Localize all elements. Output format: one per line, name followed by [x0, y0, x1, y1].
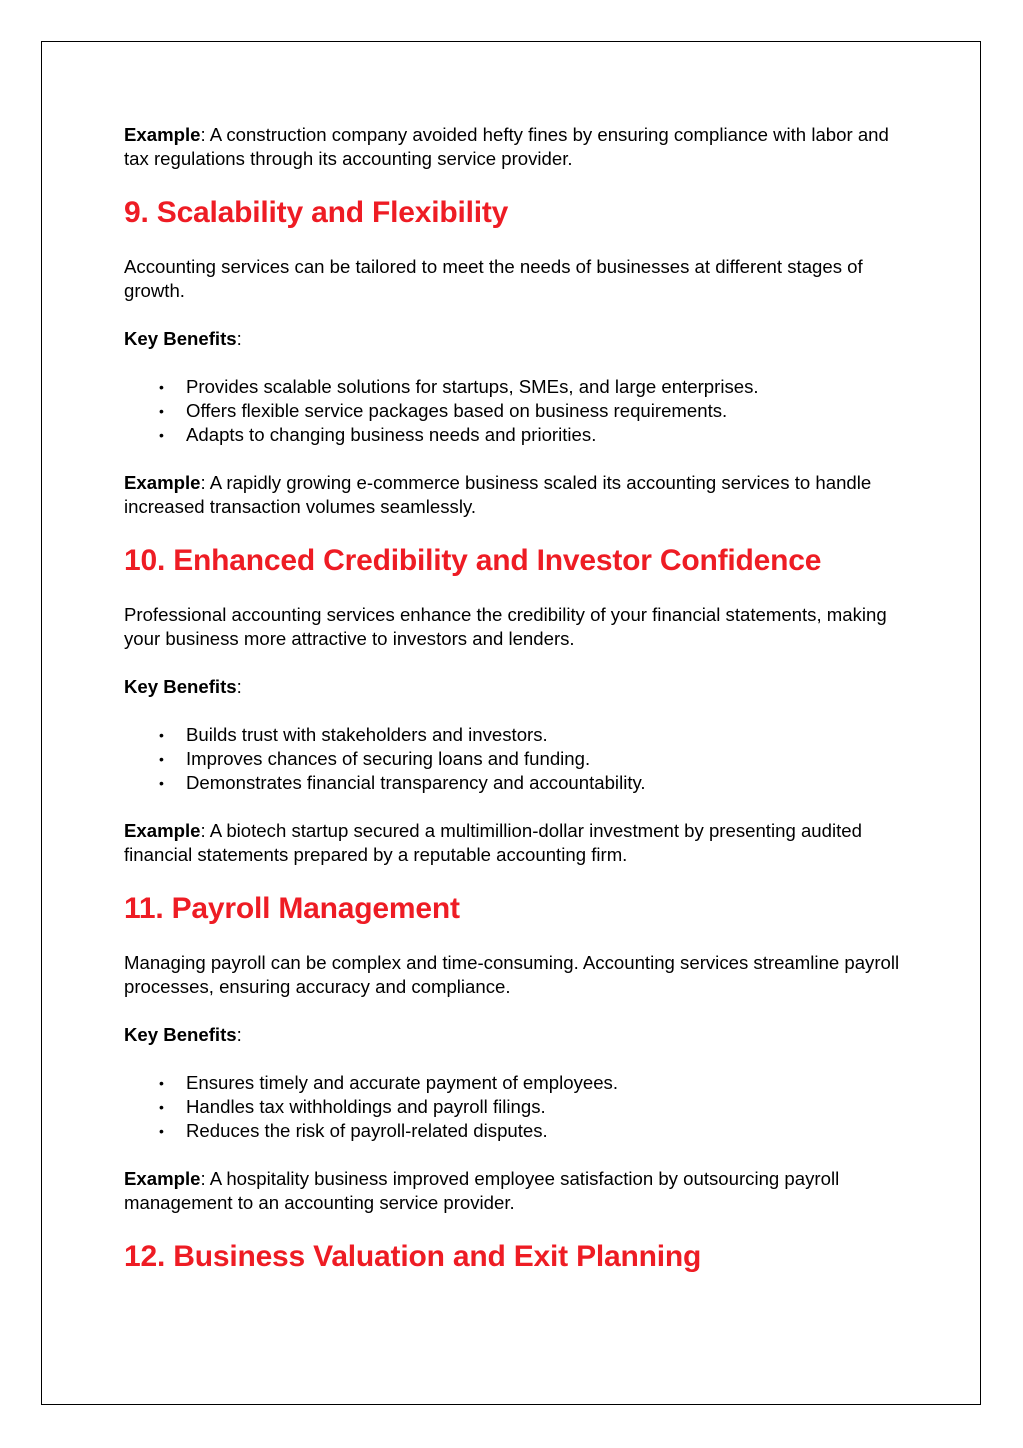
bullet-icon: •	[159, 379, 164, 395]
key-benefits-label: Key Benefits:	[124, 1024, 242, 1045]
bullet-icon: •	[159, 1075, 164, 1091]
section-description: Accounting services can be tailored to meet the needs of businesses at different stages of growth.	[124, 256, 863, 301]
bullet-icon: •	[159, 1099, 164, 1115]
example-text: : A construction company avoided hefty fines by ensuring compliance with labor and tax regulations through its accounting service provider.	[124, 124, 889, 169]
example-label: Example	[124, 820, 201, 841]
list-item: • Offers flexible service packages based on business requirements.	[159, 400, 728, 421]
list-item: • Adapts to changing business needs and priorities.	[159, 424, 597, 445]
example-label: Example	[124, 1168, 201, 1189]
list-item: • Demonstrates financial transparency and accountability.	[159, 772, 646, 793]
list-item: • Ensures timely and accurate payment of employees.	[159, 1072, 619, 1093]
section-description: Managing payroll can be complex and time-consuming. Accounting services streamline payroll processes, ensuring accuracy and compliance.	[124, 952, 900, 997]
section-heading: 10. Enhanced Credibility and Investor Confidence	[124, 544, 822, 577]
list-item: • Builds trust with stakeholders and investors.	[159, 724, 548, 745]
list-item: • Improves chances of securing loans and funding.	[159, 748, 591, 769]
section-example	[124, 471, 914, 519]
example-text: : A hospitality business improved employee satisfaction by outsourcing payroll management to an accounting service provider.	[124, 1168, 840, 1213]
section-credibility	[124, 543, 914, 867]
section-scalability	[124, 195, 914, 519]
example-text: : A biotech startup secured a multimillion-dollar investment by presenting audited financial statements prepared by a reputable accounting firm.	[124, 820, 862, 865]
benefits-list	[124, 723, 914, 795]
list-item: • Reduces the risk of payroll-related disputes.	[159, 1120, 548, 1141]
intro-example	[124, 123, 914, 171]
section-heading-valuation: 12. Business Valuation and Exit Planning	[124, 1240, 702, 1273]
list-item: • Handles tax withholdings and payroll filings.	[159, 1096, 546, 1117]
bullet-icon: •	[159, 775, 164, 791]
benefits-list	[124, 1071, 914, 1143]
bullet-icon: •	[159, 1123, 164, 1139]
section-payroll	[124, 891, 914, 1215]
section-example	[124, 1167, 914, 1215]
example-label: Example	[124, 472, 201, 493]
benefits-list	[124, 375, 914, 447]
bullet-icon: •	[159, 751, 164, 767]
example-label: Example	[124, 124, 201, 145]
document-content	[124, 123, 914, 1275]
section-example	[124, 819, 914, 867]
section-description: Professional accounting services enhance the credibility of your financial statements, making your business more attractive to investors and lenders.	[124, 604, 887, 649]
bullet-icon: •	[159, 403, 164, 419]
section-heading: 11. Payroll Management	[124, 892, 460, 925]
key-benefits-label: Key Benefits:	[124, 328, 242, 349]
bullet-icon: •	[159, 427, 164, 443]
key-benefits-label: Key Benefits:	[124, 676, 242, 697]
list-item: • Provides scalable solutions for startups, SMEs, and large enterprises.	[159, 376, 759, 397]
example-text: : A rapidly growing e-commerce business scaled its accounting services to handle increased transaction volumes seamlessly.	[124, 472, 872, 517]
section-heading: 9. Scalability and Flexibility	[124, 196, 509, 229]
bullet-icon: •	[159, 727, 164, 743]
